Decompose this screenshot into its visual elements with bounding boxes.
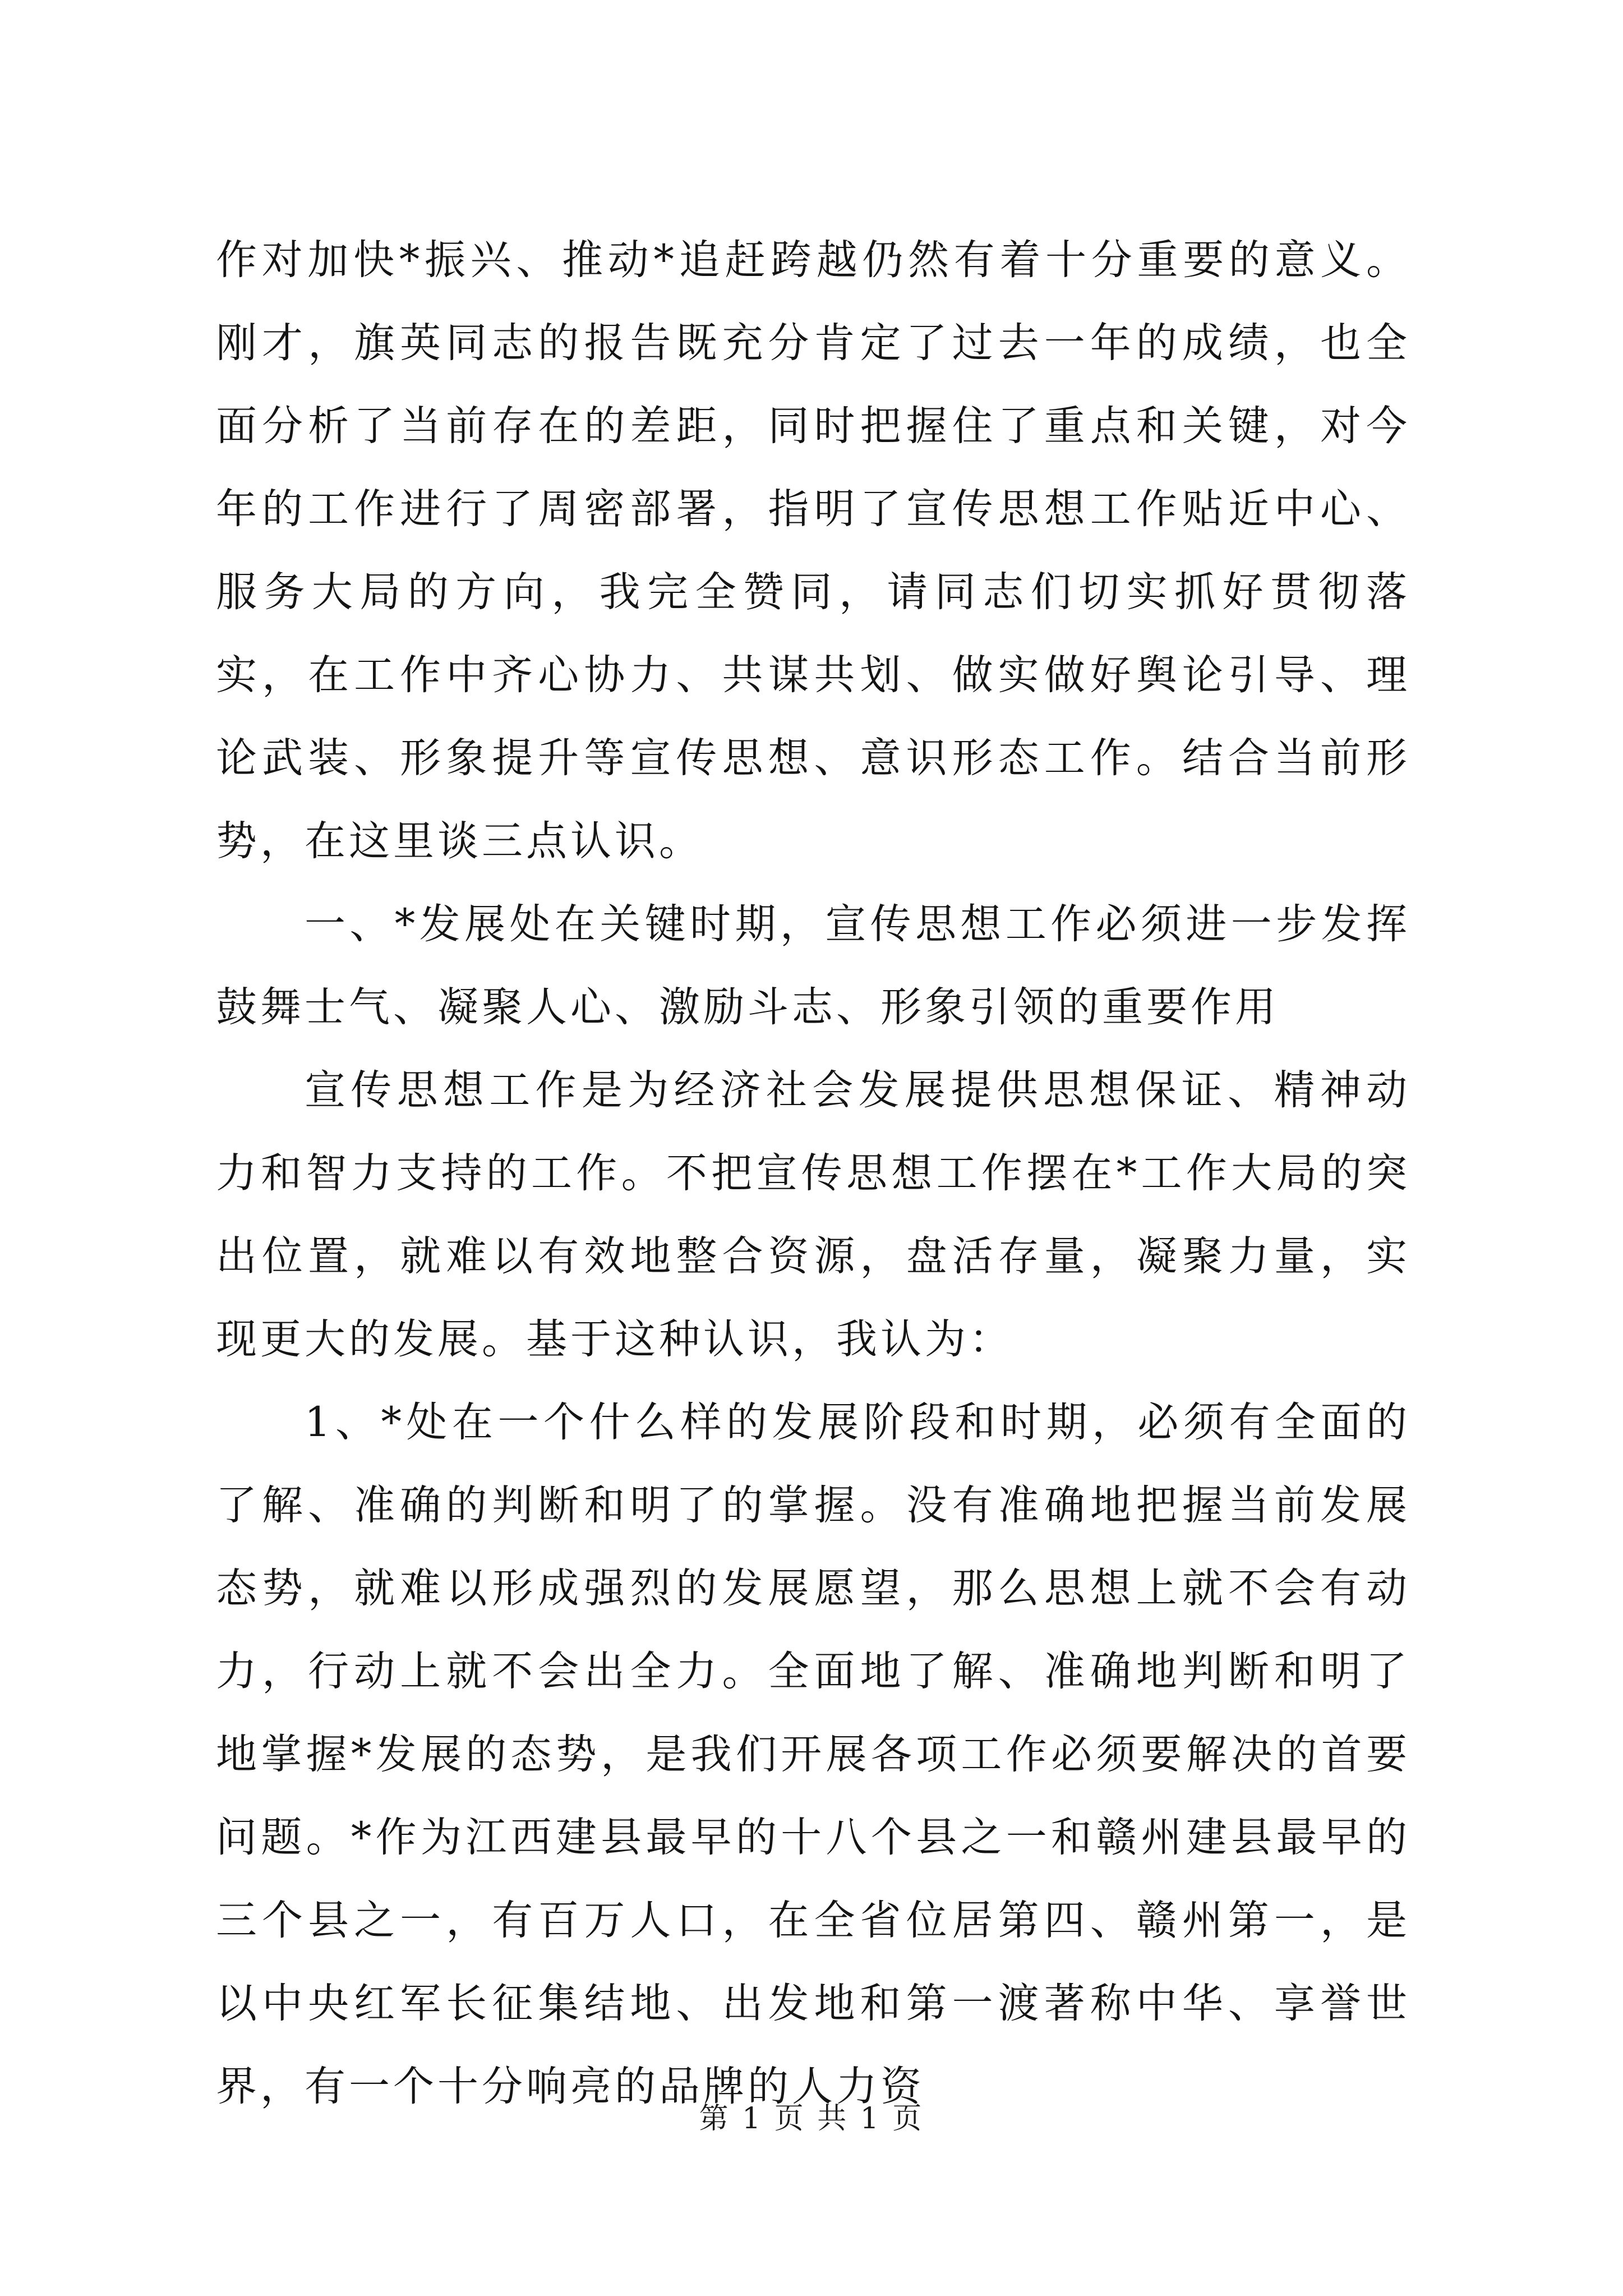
section-heading-one: 一、*发展处在关键时期，宣传思想工作必须进一步发挥鼓舞士气、凝聚人心、激励斗志、形象引领的重要作用 — [216, 900, 1410, 1031]
paragraph-point-one: 1、*处在一个什么样的发展阶段和时期，必须有全面的了解、准确的判断和明了的掌握。没有准确地把握当前发展态势，就难以形成强烈的发展愿望，那么思想上就不会有动力，行动上就不会出全力。全面地了解、准确地判断和明了地掌握*发展的态势，是我们开展各项工作必须要解决的首要问题。*作为江西建县最早的十八个县之一和赣州建县最早的三个县之一，有百万人口，在全省位居第四、赣州第一，是以中央红军长征集结地、出发地和第一渡著称中华、享誉世界，有一个十分响亮的品牌的人力资 — [216, 1398, 1410, 2110]
document-body — [216, 219, 1410, 2128]
paragraph-continuation: 作对加快*振兴、推动*追赶跨越仍然有着十分重要的意义。刚才，旗英同志的报告既充分肯定了过去一年的成绩，也全面分析了当前存在的差距，同时把握住了重点和关键，对今年的工作进行了周密部署，指明了宣传思想工作贴近中心、服务大局的方向，我完全赞同，请同志们切实抓好贯彻落实，在工作中齐心协力、共谋共划、做实做好舆论引导、理论武装、形象提升等宣传思想、意识形态工作。结合当前形势，在这里谈三点认识。 — [216, 236, 1410, 865]
paragraph-propaganda-work: 宣传思想工作是为经济社会发展提供思想保证、精神动力和智力支持的工作。不把宣传思想工作摆在*工作大局的突出位置，就难以有效地整合资源，盘活存量，凝聚力量，实现更大的发展。基于这种认识，我认为： — [216, 1066, 1410, 1363]
page-footer: 第 1 页 共 1 页 — [699, 2102, 924, 2136]
